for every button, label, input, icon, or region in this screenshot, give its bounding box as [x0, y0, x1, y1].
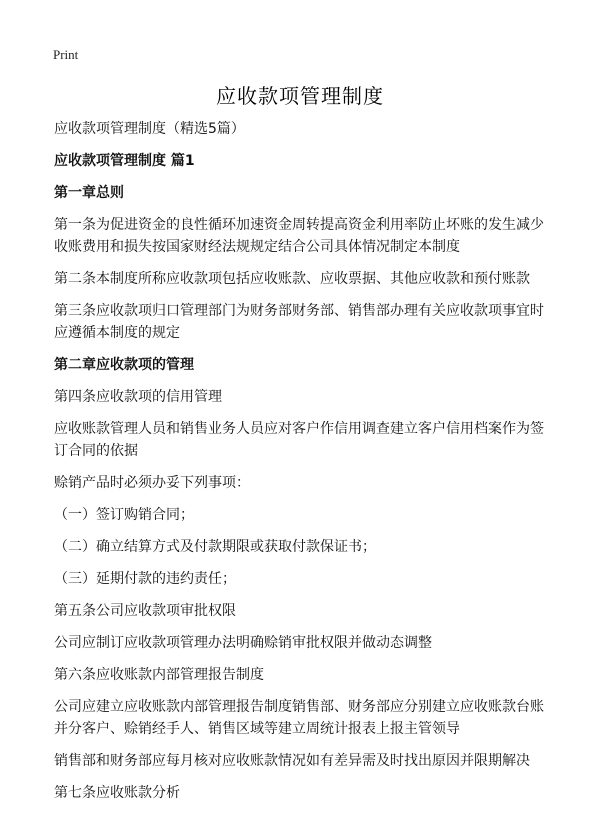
article-heading: 应收款项管理制度 篇1: [54, 153, 195, 169]
print-link[interactable]: Print: [53, 47, 79, 62]
document-body: [54, 118, 554, 814]
list-item: （一）签订购销合同；: [54, 507, 194, 523]
document-subtitle: 应收款项管理制度（精选5篇）: [54, 121, 245, 137]
paragraph: 第一条为促进资金的良性循环加速资金周转提高资金利用率防止坏账的发生减少收账费用和损失按国家财经法规规定结合公司具体情况制定本制度: [54, 217, 544, 255]
paragraph: 第二条本制度所称应收款项包括应收账款、应收票据、其他应收款和预付账款: [54, 271, 530, 287]
paragraph: 销售部和财务部应每月核对应收账款情况如有差异需及时找出原因并限期解决: [54, 753, 530, 769]
paragraph: 第五条公司应收款项审批权限: [54, 603, 236, 619]
paragraph: 第七条应收账款分析: [54, 785, 180, 801]
paragraph: 应收账款管理人员和销售业务人员应对客户作信用调查建立客户信用档案作为签订合同的依据: [54, 421, 544, 459]
paragraph: 第四条应收款项的信用管理: [54, 389, 222, 405]
paragraph: 第三条应收款项归口管理部门为财务部财务部、销售部办理有关应收款项事宜时应遵循本制度的规定: [54, 303, 544, 341]
document-title: 应收款项管理制度: [216, 84, 384, 108]
chapter-heading-1: 第一章总则: [54, 185, 124, 201]
paragraph: 公司应建立应收账款内部管理报告制度销售部、财务部应分别建立应收账款台账并分客户、赊销经手人、销售区域等建立周统计报表上报主管领导: [54, 699, 544, 737]
paragraph: 赊销产品时必须办妥下列事项：: [54, 475, 250, 491]
paragraph: 公司应制订应收款项管理办法明确赊销审批权限并做动态调整: [54, 635, 432, 651]
paragraph: 第六条应收账款内部管理报告制度: [54, 667, 264, 683]
chapter-heading-2: 第二章应收款项的管理: [54, 357, 194, 373]
list-item: （二）确立结算方式及付款期限或获取付款保证书；: [54, 539, 376, 555]
list-item: （三）延期付款的违约责任；: [54, 571, 236, 587]
